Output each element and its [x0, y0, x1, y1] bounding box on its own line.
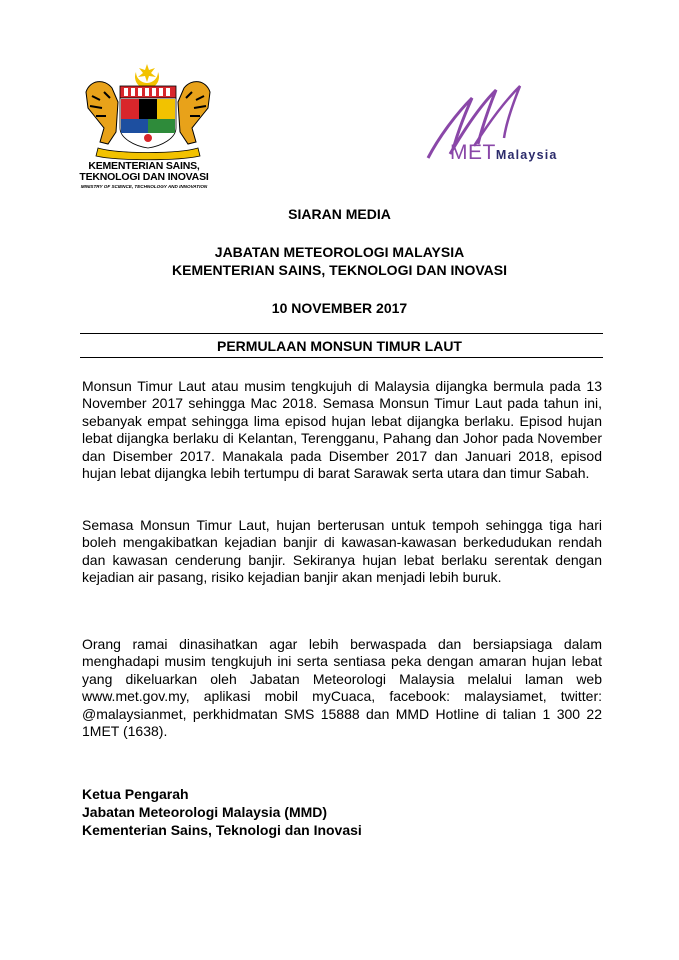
signatory-department: Jabatan Meteorologi Malaysia (MMD): [82, 804, 328, 820]
title-rule-bottom: [80, 357, 603, 358]
signature-block: [82, 785, 362, 839]
ministry-name-english: MINISTRY OF SCIENCE, TECHNOLOGY AND INNOVATION: [80, 184, 208, 189]
body-paragraph: Monsun Timur Laut atau musim tengkujuh di Malaysia dijangka bermula pada 13 November 2017 sehingga Mac 2018. Semasa Monsun Timur Laut pada tahun ini, sebanyak empat sehingga lima episod hujan lebat dijangka berlaku. Episod hujan lebat dijangka berlaku di Kelantan, Terengganu, Pahang dan Johor pada November dan Disember 2017. Manakala pada Disember 2017 dan Januari 2018, episod hujan lebat dijangka lebih tertumpu di barat Sarawak serta utara dan timur Sabah.: [82, 378, 602, 482]
department-name: JABATAN METEOROLOGI MALAYSIA: [214, 244, 465, 260]
body-paragraph: Semasa Monsun Timur Laut, hujan berterusan untuk tempoh sehingga tiga hari boleh mengakibatkan kejadian banjir di kawasan-kawasan berkedudukan rendah dan kawasan cenderung banjir. Sekiranya hujan lebat berlaku serentak dengan kejadian air pasang, risiko kejadian banjir akan menjadi lebih buruk.: [82, 517, 602, 586]
met-logo-text: MET: [450, 141, 496, 164]
coat-of-arms-icon: [78, 62, 218, 162]
ministry-heading: KEMENTERIAN SAINS, TEKNOLOGI DAN INOVASI: [172, 262, 507, 278]
press-release-title: PERMULAAN MONSUN TIMUR LAUT: [217, 338, 462, 354]
signatory-title: Ketua Pengarah: [82, 786, 189, 802]
met-malaysia-logo: [420, 80, 600, 170]
met-logo-country: Malaysia: [495, 148, 558, 162]
document-label: SIARAN MEDIA: [288, 206, 391, 222]
body-paragraph: Orang ramai dinasihatkan agar lebih berwaspada dan bersiapsiaga dalam menghadapi musim tengkujuh ini serta sentiasa peka dengan amaran hujan lebat yang dikeluarkan oleh Jabatan Meteorologi Malaysia melalui laman web www.met.gov.my, aplikasi mobil myCuaca, facebook: malaysiamet, twitter: @malaysianmet, perkhidmatan SMS 15888 dan MMD Hotline di talian 1 300 22 1MET (1638).: [82, 636, 602, 740]
release-date: 10 NOVEMBER 2017: [271, 300, 408, 316]
ministry-crest-logo: [78, 62, 218, 194]
title-rule-top: [80, 333, 603, 334]
ministry-name: KEMENTERIAN SAINS, TEKNOLOGI DAN INOVASI: [79, 160, 209, 183]
signatory-ministry: Kementerian Sains, Teknologi dan Inovasi: [82, 822, 362, 838]
